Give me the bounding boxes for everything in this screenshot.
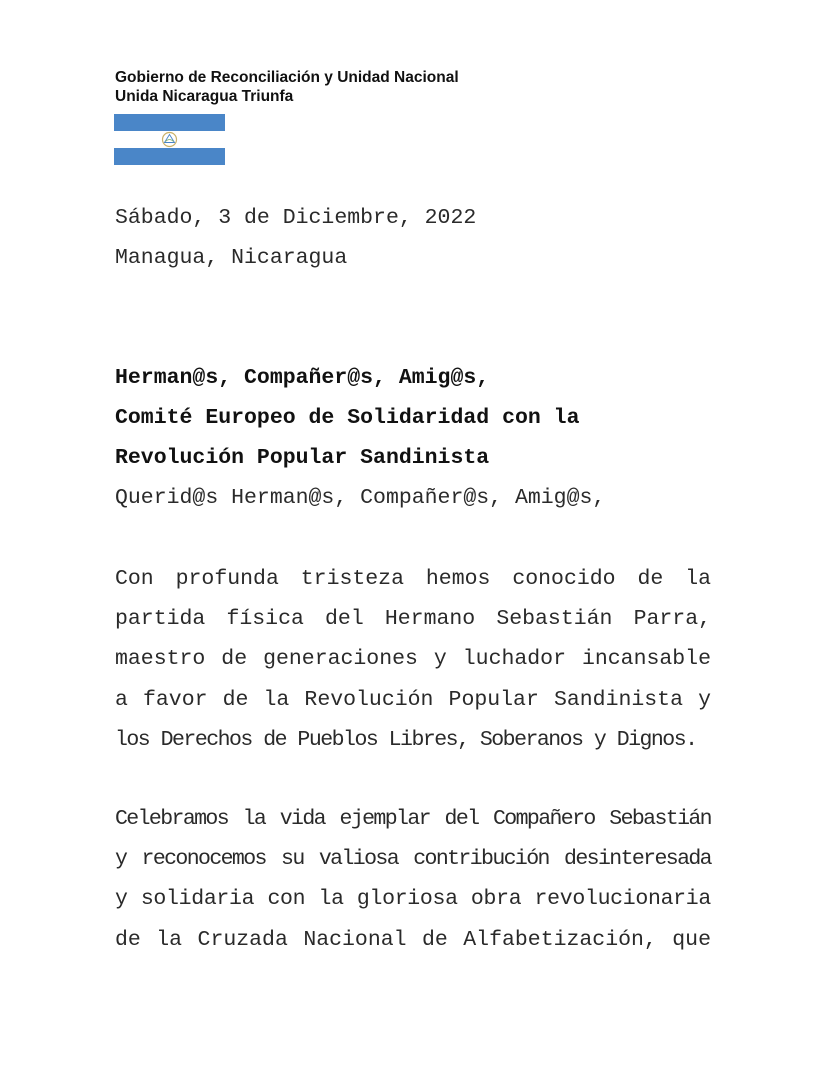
nicaragua-flag-icon <box>114 114 225 165</box>
paragraph-line: a favor de la Revolución Popular Sandinista y <box>115 687 711 712</box>
recipient-line: Comité Europeo de Solidaridad con la <box>115 406 580 431</box>
recipient-line: Revolución Popular Sandinista <box>115 446 490 471</box>
paragraph-line: de la Cruzada Nacional de Alfabetización, que <box>115 927 711 952</box>
paragraph-line: y solidaria con la gloriosa obra revolucionaria <box>115 887 711 912</box>
paragraph-line: Celebramos la vida ejemplar del Compañero Sebastián <box>115 807 711 831</box>
greeting-line: Querid@s Herman@s, Compañer@s, Amig@s, <box>115 486 606 510</box>
paragraph-line: los Derechos de Pueblos Libres, Soberanos y Dignos. <box>115 727 697 752</box>
letterhead <box>115 68 459 106</box>
paragraph-line: partida física del Hermano Sebastián Parra, <box>115 607 711 632</box>
recipients-block <box>115 358 711 479</box>
paragraph-condolence <box>115 559 711 760</box>
date-block <box>115 198 711 278</box>
letterhead-slogan: Unida Nicaragua Triunfa <box>115 88 294 105</box>
letter-date: Sábado, 3 de Diciembre, 2022 <box>115 206 477 230</box>
paragraph-line: y reconocemos su valiosa contribución desinteresada <box>115 847 711 872</box>
letter-place: Managua, Nicaragua <box>115 246 348 271</box>
greeting <box>115 478 711 518</box>
letterhead-government-name: Gobierno de Reconciliación y Unidad Nacional <box>115 69 459 86</box>
paragraph-celebration <box>115 799 711 960</box>
paragraph-line: maestro de generaciones y luchador incansable <box>115 647 711 672</box>
paragraph-line: Con profunda tristeza hemos conocido de la <box>115 567 711 591</box>
recipient-line: Herman@s, Compañer@s, Amig@s, <box>115 366 490 390</box>
